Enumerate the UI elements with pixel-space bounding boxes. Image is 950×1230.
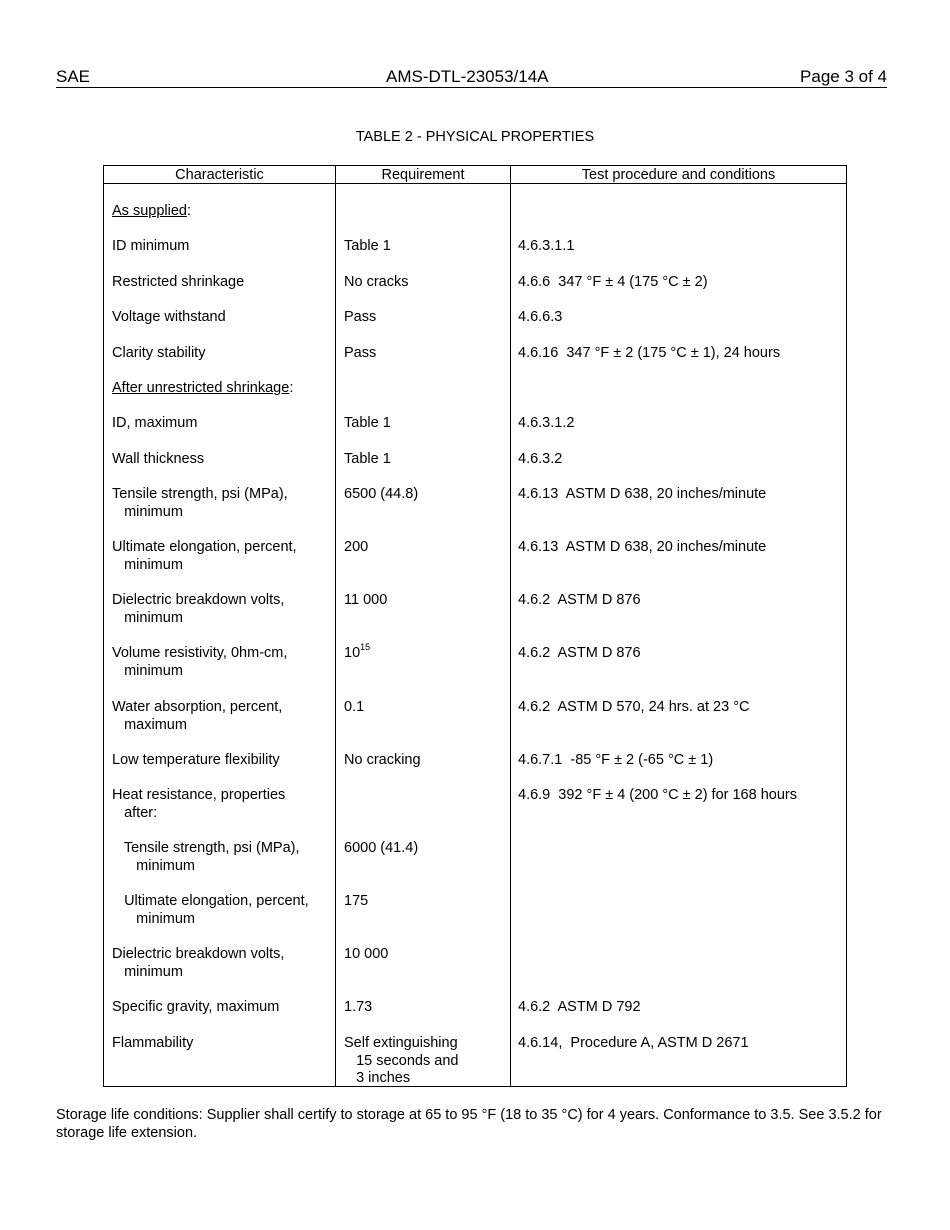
exponent: 15 (360, 642, 371, 652)
cell-requirement: Pass (344, 309, 377, 325)
cell-test-procedure: 4.6.6 347 °F ± 4 (175 °C ± 2) (518, 274, 708, 290)
cell-test-procedure: 4.6.6.3 (518, 309, 563, 325)
cell-test-procedure: 4.6.16 347 °F ± 2 (175 °C ± 1), 24 hours (518, 345, 781, 361)
column-header-requirement: Requirement (381, 167, 465, 183)
table-title: TABLE 2 - PHYSICAL PROPERTIES (355, 129, 595, 145)
cell-characteristic: ID, maximum (112, 415, 198, 431)
cell-characteristic: Water absorption, percent, maximum (112, 699, 283, 733)
cell-characteristic: Volume resistivity, 0hm-cm, minimum (112, 645, 288, 679)
cell-requirement: Table 1 (344, 415, 391, 431)
cell-characteristic: ID minimum (112, 238, 190, 254)
table-row-section-as-supplied: As supplied: (112, 203, 191, 219)
cell-requirement: 6500 (44.8) (344, 486, 419, 502)
cell-requirement: 11 000 (344, 592, 388, 608)
cell-requirement: 200 (344, 539, 369, 555)
cell-requirement: Pass (344, 345, 377, 361)
column-divider (335, 166, 336, 1086)
table-row-section-after-shrinkage: After unrestricted shrinkage: (112, 380, 294, 396)
cell-test-procedure: 4.6.3.2 (518, 451, 563, 467)
physical-properties-table (103, 165, 847, 1087)
cell-characteristic: Wall thickness (112, 451, 205, 467)
cell-characteristic: Tensile strength, psi (MPa), minimum (123, 840, 300, 874)
cell-test-procedure: 4.6.3.1.2 (518, 415, 575, 431)
cell-characteristic: Restricted shrinkage (112, 274, 245, 290)
cell-test-procedure: 4.6.2 ASTM D 876 (518, 645, 641, 661)
cell-test-procedure: 4.6.9 392 °F ± 4 (200 °C ± 2) for 168 hours (518, 787, 797, 803)
cell-characteristic: Clarity stability (112, 345, 206, 361)
section-heading: As supplied (112, 203, 187, 219)
column-divider (510, 166, 511, 1086)
cell-characteristic: Voltage withstand (112, 309, 226, 325)
header-divider (104, 183, 846, 184)
cell-test-procedure: 4.6.14, Procedure A, ASTM D 2671 (518, 1035, 749, 1051)
column-header-characteristic: Characteristic (175, 167, 264, 183)
cell-characteristic: Ultimate elongation, percent, minimum (124, 893, 309, 927)
cell-test-procedure: 4.6.2 ASTM D 876 (518, 592, 641, 608)
cell-requirement: Self extinguishing 15 seconds and 3 inches (344, 1035, 459, 1086)
cell-test-procedure: 4.6.13 ASTM D 638, 20 inches/minute (518, 486, 767, 502)
cell-characteristic: Heat resistance, properties after: (112, 787, 286, 821)
header-doc-id: AMS-DTL-23053/14A (386, 67, 549, 86)
cell-requirement: Table 1 (344, 238, 391, 254)
column-header-test-procedure: Test procedure and conditions (581, 167, 776, 183)
header-org: SAE (56, 67, 91, 86)
cell-requirement: No cracking (344, 752, 421, 768)
cell-requirement: $10^{15}$ (344, 642, 371, 661)
cell-requirement: 10 000 (344, 946, 389, 962)
cell-characteristic: Ultimate elongation, percent, minimum (112, 539, 297, 573)
cell-characteristic: Dielectric breakdown volts, minimum (112, 946, 285, 980)
cell-test-procedure: 4.6.2 ASTM D 570, 24 hrs. at 23 °C (518, 699, 750, 715)
cell-requirement: Table 1 (344, 451, 391, 467)
cell-characteristic: Flammability (112, 1035, 194, 1051)
cell-requirement: 175 (344, 893, 369, 909)
cell-test-procedure: 4.6.13 ASTM D 638, 20 inches/minute (518, 539, 767, 555)
cell-requirement: 6000 (41.4) (344, 840, 419, 856)
cell-characteristic: Low temperature flexibility (112, 752, 280, 768)
cell-test-procedure: 4.6.2 ASTM D 792 (518, 999, 641, 1015)
header-page-number: Page 3 of 4 (800, 67, 887, 86)
cell-characteristic: Tensile strength, psi (MPa), minimum (112, 486, 288, 520)
cell-requirement: 1.73 (344, 999, 373, 1015)
cell-requirement: No cracks (344, 274, 409, 290)
cell-characteristic: Specific gravity, maximum (112, 999, 280, 1015)
cell-characteristic: Dielectric breakdown volts, minimum (112, 592, 285, 626)
cell-test-procedure: 4.6.3.1.1 (518, 238, 575, 254)
storage-life-note: Storage life conditions: Supplier shall certify to storage at 65 to 95 °F (18 to 35 °C) for 4 years. Conformance to 3.5. See 3.5.2 for storage life extension. (56, 1107, 882, 1141)
page-header (56, 67, 887, 88)
cell-test-procedure: 4.6.7.1 -85 °F ± 2 (-65 °C ± 1) (518, 752, 714, 768)
section-heading: After unrestricted shrinkage (112, 380, 290, 396)
cell-requirement: 0.1 (344, 699, 365, 715)
